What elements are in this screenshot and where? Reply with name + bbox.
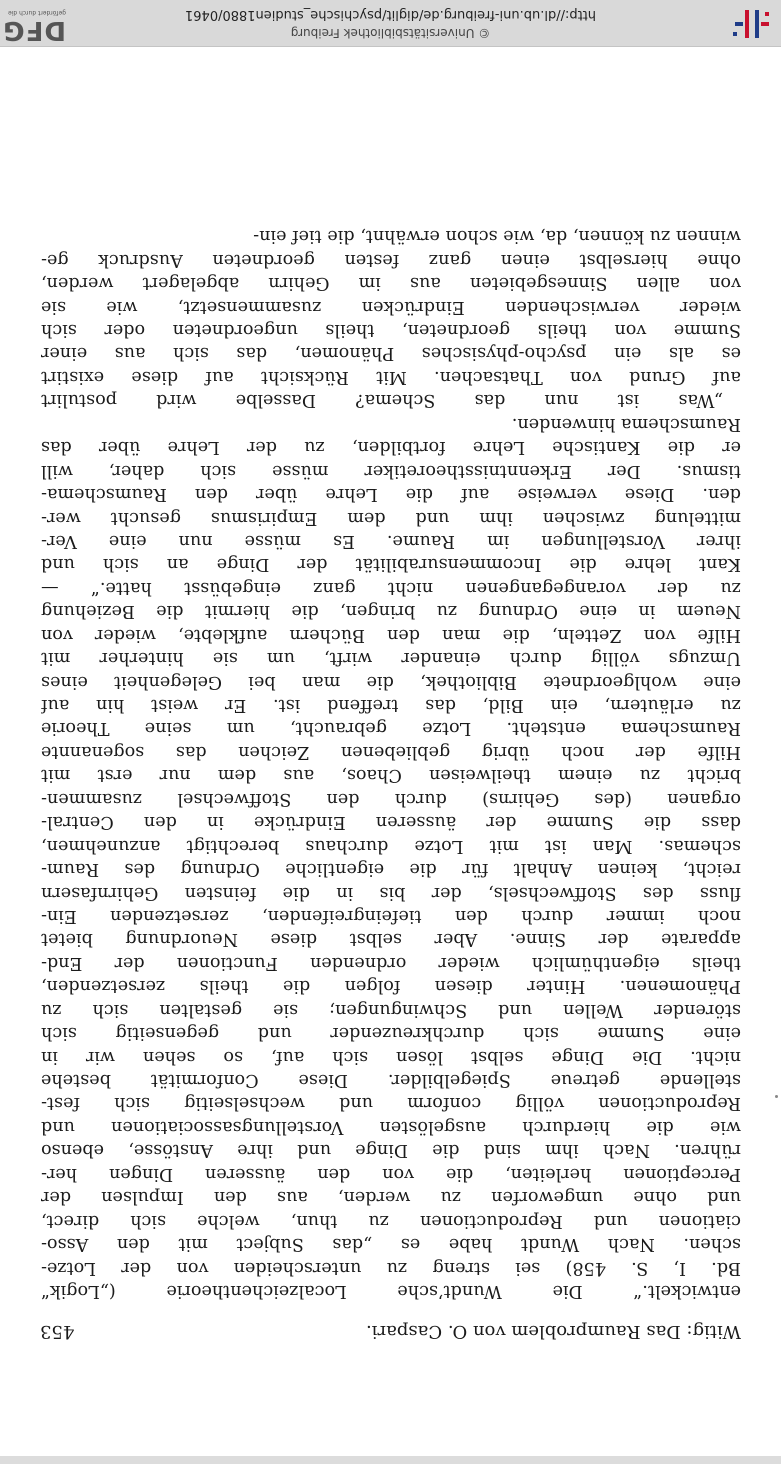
text-line: ihrer Vorstellungen im Raume. Es müsse nun eine Ver- <box>41 531 741 551</box>
text-line: tismus. Der Erkenntnisstheoretiker müsse sich daher, will <box>41 460 741 481</box>
top-strip <box>0 1456 781 1464</box>
text-line: er die Kantische Lehre fortbilden, zu der Lehre über das <box>41 437 741 458</box>
scan-artifact <box>775 1095 778 1098</box>
text-line: Summe von theils geordneten, theils ungeordneten oder sich <box>41 320 741 341</box>
text-line: theils eigenthümlich wieder ordnenden Functionen der End- <box>41 952 741 973</box>
text-line: es als ein psycho-physisches Phänomen, das sich aus einer <box>41 343 741 364</box>
viewer-footer-bar <box>0 0 781 47</box>
text-line: apparate der Sinne. Aber selbst diese Neuordnung bietet <box>41 929 741 950</box>
text-line: Bd. I, S. 458) sei streng zu unterscheiden von der Lotze- <box>41 1257 741 1278</box>
text-line: ohne hierselbst einen ganz festen geordneten Ausdruck ge- <box>41 249 741 270</box>
source-url[interactable]: http://dl.ub.uni-freiburg.de/diglit/psychische_studien1880/0461 <box>184 7 597 22</box>
running-head <box>40 1316 741 1342</box>
body-text <box>41 224 741 1302</box>
text-line: zu der vorangegangenen nicht ganz eingebüsst hatte.“ — <box>41 577 741 598</box>
text-line: entwickelt.“ Die Wundt’sche Localzeichentheorie („Logik“ <box>41 1281 741 1301</box>
dfg-logo <box>2 2 66 45</box>
text-line: stellende getreue Spiegelbilder. Diese Conformität bestehe <box>41 1070 741 1091</box>
text-line: dass die Summe der äusseren Eindrücke in den Central- <box>41 812 741 833</box>
text-line: organen (des Gehirns) durch den Stoffwechsel zusammen- <box>41 788 741 809</box>
text-line: Raumschema entsteht. Lotze gebraucht, um seine Theorie <box>41 718 741 739</box>
text-line: bricht zu einem theilweisen Chaos, aus dem nur erst mit <box>41 765 741 786</box>
text-line: von allen Sinnesgebieten aus im Gehirn abgelagert werden, <box>41 273 741 294</box>
text-line: Neuem in eine Ordnung zu bringen, die hiermit die Beziehung <box>41 601 741 622</box>
text-line: Hilfe von Zetteln, die man den Büchern aufklebte, wieder von <box>41 624 741 645</box>
text-line: schemas. Man ist mit Lotze durchaus berechtigt anzunehmen, <box>41 835 741 856</box>
text-line: auf Grund von Thatsachen. Mit Rücksicht auf diese existirt <box>41 366 741 387</box>
text-line: nicht. Die Dinge selbst lösen sich auf, so sehen wir in <box>41 1046 741 1067</box>
text-line: Kant lehre die Incommensurabilität der Dinge an sich und <box>41 554 741 575</box>
text-line: den. Diese verweise auf die Lehre über den Raumschema- <box>41 484 741 505</box>
text-line: Reproductionen völlig conform und wechselseitig sich fest- <box>41 1093 741 1114</box>
text-line: eine Summe sich durchkreuzender und gegenseitig sich <box>41 1023 741 1044</box>
text-line: Hilfe der noch übrig gebliebenen Zeichen das sogenannte <box>41 741 741 762</box>
text-line: und ohne umgeworfen zu werden, aus den Impulsen der <box>41 1187 741 1208</box>
text-line: winnen zu können, da, wie schon erwähnt, die tief ein- <box>253 226 741 247</box>
text-line: zu erläutern, ein Bild, das treffend ist. Er weist hin auf <box>41 695 741 716</box>
text-line: rühren. Nach ihm sind die Dinge und ihre Anstösse, ebenso <box>41 1140 741 1161</box>
text-line: Raumschema hinwenden. <box>511 413 741 434</box>
text-line: Perceptionen herleiten, die von den äusseren Dingen her- <box>41 1163 741 1184</box>
text-line: „Was ist nun das Schema? Dasselbe wird postulirt <box>41 390 723 411</box>
text-line: störender Wellen und Schwingungen; sie gestalten sich zu <box>41 999 741 1020</box>
text-line: schen. Nach Wundt habe es „das Subject mit den Asso- <box>41 1234 741 1255</box>
dfg-logo-text: DFG <box>2 15 66 45</box>
text-line: wie die hierdurch ausgelösten Vorstellungsassociationen und <box>41 1116 741 1137</box>
text-line: Umzugs völlig durch einander wirft, um sie hinterher mit <box>41 648 741 669</box>
dfg-logo-subtitle: gefördert durch die <box>8 9 66 16</box>
text-line: wieder verwischenden Eindrücken zusammensetzt, wie sie <box>41 296 741 317</box>
text-line: reicht, keinen Anhalt für die eigentliche Ordnung des Raum- <box>41 859 741 880</box>
text-line: noch immer durch den tiefeingreifenden, zersetzenden Ein- <box>41 906 741 926</box>
text-line: ciationen und Reproductionen zu thun, welche sich direct, <box>41 1210 741 1231</box>
copyright-notice: © Universitätsbibliothek Freiburg <box>290 26 491 40</box>
text-line: Phänomenen. Hinter diesen folgen die theils zersetzenden, <box>41 976 741 997</box>
running-head-title: Witig: Das Raumproblem von O. Caspari. <box>366 1321 741 1342</box>
text-line: fluss des Stoffwechsels, der bis in die feinsten Gehirnfasern <box>41 882 741 903</box>
page-number: 453 <box>40 1321 75 1342</box>
text-line: eine wohlgeordnete Bibliothek, die man bei Gelegenheit eines <box>41 671 741 692</box>
text-line: mittelung zwischen ihm und dem Empirismus gesucht wer- <box>41 507 741 528</box>
